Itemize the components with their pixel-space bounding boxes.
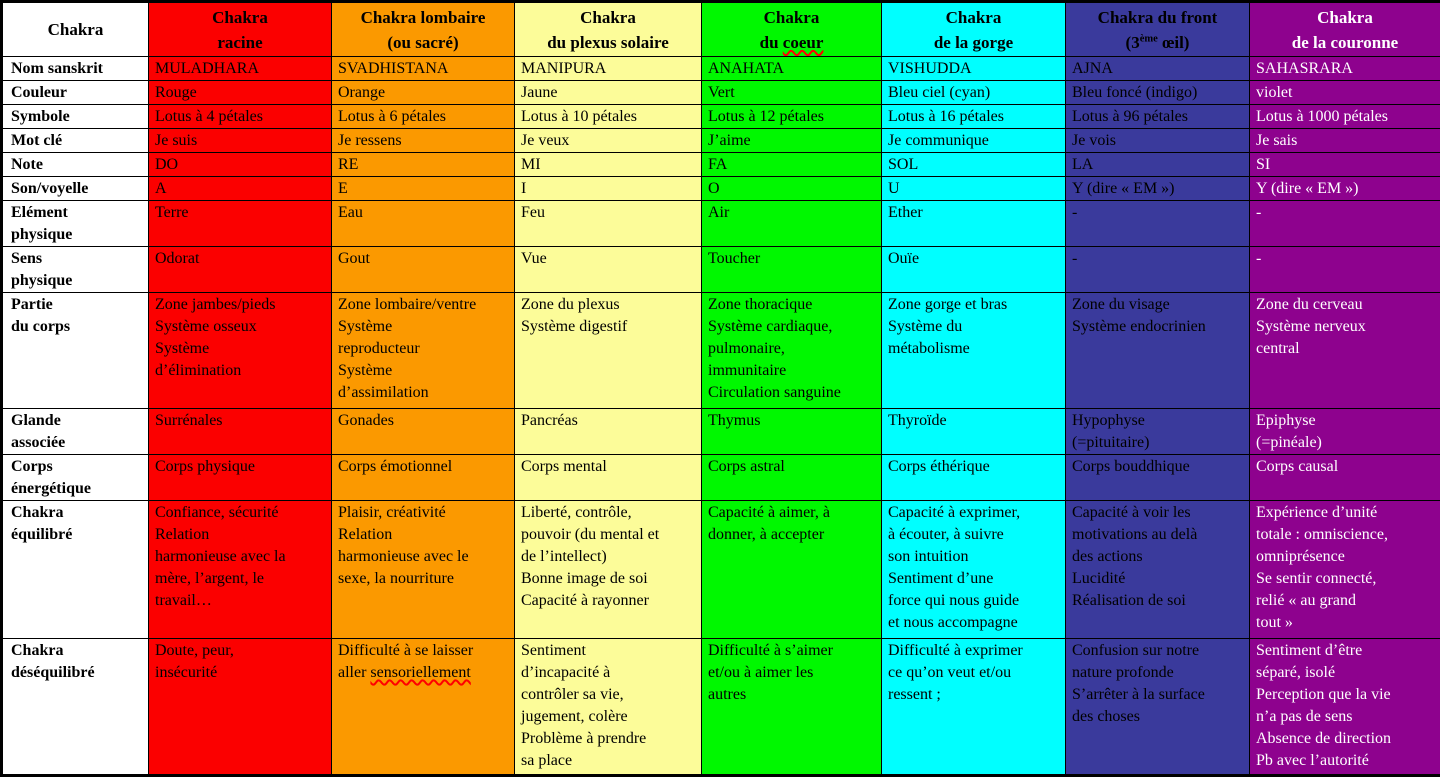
- cell-couleur-front: Bleu foncé (indigo): [1066, 81, 1250, 105]
- table-row-chakra_desequilibre: [2, 639, 1440, 776]
- cell-partie_du_corps-gorge: Zone gorge et bras Système du métabolisme: [882, 293, 1066, 409]
- cell-corps_energetique-lombaire: Corps émotionnel: [332, 455, 515, 501]
- cell-note-plexus: MI: [515, 153, 702, 177]
- cell-element_physique-front: -: [1066, 201, 1250, 247]
- cell-partie_du_corps-couronne: Zone du cerveau Système nerveux central: [1250, 293, 1440, 409]
- cell-mot_cle-racine: Je suis: [149, 129, 332, 153]
- corner-header: Chakra: [2, 2, 149, 57]
- cell-couleur-coeur: Vert: [702, 81, 882, 105]
- table-row-symbole: [2, 105, 1440, 129]
- row-label-corps_energetique: Corps énergétique: [2, 455, 149, 501]
- cell-son_voyelle-lombaire: E: [332, 177, 515, 201]
- cell-symbole-couronne: Lotus à 1000 pétales: [1250, 105, 1440, 129]
- cell-note-front: LA: [1066, 153, 1250, 177]
- cell-chakra_desequilibre-lombaire: Difficulté à se laisser aller sensoriellement: [332, 639, 515, 776]
- column-header-coeur: Chakra du coeur: [702, 2, 882, 57]
- cell-element_physique-couronne: -: [1250, 201, 1440, 247]
- cell-sens_physique-lombaire: Gout: [332, 247, 515, 293]
- cell-glande_associee-couronne: Epiphyse (=pinéale): [1250, 409, 1440, 455]
- cell-nom_sanskrit-plexus: MANIPURA: [515, 57, 702, 81]
- cell-couleur-gorge: Bleu ciel (cyan): [882, 81, 1066, 105]
- cell-chakra_equilibre-lombaire: Plaisir, créativité Relation harmonieuse avec le sexe, la nourriture: [332, 501, 515, 639]
- row-label-glande_associee: Glande associée: [2, 409, 149, 455]
- cell-symbole-coeur: Lotus à 12 pétales: [702, 105, 882, 129]
- cell-chakra_equilibre-coeur: Capacité à aimer, à donner, à accepter: [702, 501, 882, 639]
- row-label-partie_du_corps: Partie du corps: [2, 293, 149, 409]
- table-row-chakra_equilibre: [2, 501, 1440, 639]
- cell-note-couronne: SI: [1250, 153, 1440, 177]
- cell-nom_sanskrit-front: AJNA: [1066, 57, 1250, 81]
- cell-chakra_desequilibre-plexus: Sentiment d’incapacité à contrôler sa vie, jugement, colère Problème à prendre sa place: [515, 639, 702, 776]
- cell-symbole-racine: Lotus à 4 pétales: [149, 105, 332, 129]
- cell-couleur-plexus: Jaune: [515, 81, 702, 105]
- cell-chakra_desequilibre-racine: Doute, peur, insécurité: [149, 639, 332, 776]
- column-header-gorge: Chakra de la gorge: [882, 2, 1066, 57]
- cell-chakra_equilibre-racine: Confiance, sécurité Relation harmonieuse avec la mère, l’argent, le travail…: [149, 501, 332, 639]
- cell-symbole-lombaire: Lotus à 6 pétales: [332, 105, 515, 129]
- cell-element_physique-racine: Terre: [149, 201, 332, 247]
- cell-nom_sanskrit-gorge: VISHUDDA: [882, 57, 1066, 81]
- table-row-mot_cle: [2, 129, 1440, 153]
- cell-partie_du_corps-racine: Zone jambes/pieds Système osseux Système d’élimination: [149, 293, 332, 409]
- cell-son_voyelle-front: Y (dire « EM »): [1066, 177, 1250, 201]
- cell-chakra_desequilibre-couronne: Sentiment d’être séparé, isolé Perception que la vie n’a pas de sens Absence de direction Pb avec l’autorité: [1250, 639, 1440, 776]
- cell-note-gorge: SOL: [882, 153, 1066, 177]
- cell-nom_sanskrit-racine: MULADHARA: [149, 57, 332, 81]
- cell-mot_cle-front: Je vois: [1066, 129, 1250, 153]
- cell-chakra_desequilibre-coeur: Difficulté à s’aimer et/ou à aimer les autres: [702, 639, 882, 776]
- column-header-couronne: Chakra de la couronne: [1250, 2, 1440, 57]
- cell-sens_physique-couronne: -: [1250, 247, 1440, 293]
- cell-symbole-plexus: Lotus à 10 pétales: [515, 105, 702, 129]
- column-header-front: Chakra du front (3ème œil): [1066, 2, 1250, 57]
- cell-element_physique-lombaire: Eau: [332, 201, 515, 247]
- cell-partie_du_corps-front: Zone du visage Système endocrinien: [1066, 293, 1250, 409]
- cell-glande_associee-gorge: Thyroïde: [882, 409, 1066, 455]
- cell-partie_du_corps-plexus: Zone du plexus Système digestif: [515, 293, 702, 409]
- cell-chakra_equilibre-couronne: Expérience d’unité totale : omniscience, omniprésence Se sentir connecté, relié « au grand tout »: [1250, 501, 1440, 639]
- cell-son_voyelle-racine: A: [149, 177, 332, 201]
- row-label-mot_cle: Mot clé: [2, 129, 149, 153]
- cell-glande_associee-racine: Surrénales: [149, 409, 332, 455]
- row-label-nom_sanskrit: Nom sanskrit: [2, 57, 149, 81]
- cell-sens_physique-front: -: [1066, 247, 1250, 293]
- cell-glande_associee-coeur: Thymus: [702, 409, 882, 455]
- table-row-partie_du_corps: [2, 293, 1440, 409]
- cell-mot_cle-gorge: Je communique: [882, 129, 1066, 153]
- cell-son_voyelle-coeur: O: [702, 177, 882, 201]
- cell-note-lombaire: RE: [332, 153, 515, 177]
- cell-glande_associee-plexus: Pancréas: [515, 409, 702, 455]
- cell-corps_energetique-plexus: Corps mental: [515, 455, 702, 501]
- cell-mot_cle-coeur: J’aime: [702, 129, 882, 153]
- cell-son_voyelle-couronne: Y (dire « EM »): [1250, 177, 1440, 201]
- cell-note-coeur: FA: [702, 153, 882, 177]
- cell-element_physique-plexus: Feu: [515, 201, 702, 247]
- cell-corps_energetique-racine: Corps physique: [149, 455, 332, 501]
- row-label-sens_physique: Sens physique: [2, 247, 149, 293]
- cell-sens_physique-plexus: Vue: [515, 247, 702, 293]
- cell-chakra_equilibre-plexus: Liberté, contrôle, pouvoir (du mental et de l’intellect) Bonne image de soi Capacité à rayonner: [515, 501, 702, 639]
- column-header-plexus: Chakra du plexus solaire: [515, 2, 702, 57]
- cell-son_voyelle-plexus: I: [515, 177, 702, 201]
- row-label-symbole: Symbole: [2, 105, 149, 129]
- column-header-racine: Chakra racine: [149, 2, 332, 57]
- cell-corps_energetique-coeur: Corps astral: [702, 455, 882, 501]
- table-row-sens_physique: [2, 247, 1440, 293]
- cell-element_physique-gorge: Ether: [882, 201, 1066, 247]
- table-row-note: [2, 153, 1440, 177]
- row-label-note: Note: [2, 153, 149, 177]
- column-header-lombaire: Chakra lombaire (ou sacré): [332, 2, 515, 57]
- cell-corps_energetique-front: Corps bouddhique: [1066, 455, 1250, 501]
- cell-sens_physique-gorge: Ouïe: [882, 247, 1066, 293]
- cell-couleur-lombaire: Orange: [332, 81, 515, 105]
- cell-nom_sanskrit-couronne: SAHASRARA: [1250, 57, 1440, 81]
- row-label-chakra_desequilibre: Chakra déséquilibré: [2, 639, 149, 776]
- cell-symbole-gorge: Lotus à 16 pétales: [882, 105, 1066, 129]
- cell-mot_cle-couronne: Je sais: [1250, 129, 1440, 153]
- cell-mot_cle-plexus: Je veux: [515, 129, 702, 153]
- cell-symbole-front: Lotus à 96 pétales: [1066, 105, 1250, 129]
- cell-note-racine: DO: [149, 153, 332, 177]
- table-row-couleur: [2, 81, 1440, 105]
- cell-chakra_desequilibre-gorge: Difficulté à exprimer ce qu’on veut et/ou ressent ;: [882, 639, 1066, 776]
- cell-sens_physique-coeur: Toucher: [702, 247, 882, 293]
- row-label-chakra_equilibre: Chakra équilibré: [2, 501, 149, 639]
- cell-chakra_equilibre-front: Capacité à voir les motivations au delà des actions Lucidité Réalisation de soi: [1066, 501, 1250, 639]
- cell-chakra_equilibre-gorge: Capacité à exprimer, à écouter, à suivre son intuition Sentiment d’une force qui nous guide et nous accompagne: [882, 501, 1066, 639]
- cell-nom_sanskrit-coeur: ANAHATA: [702, 57, 882, 81]
- table-row-nom_sanskrit: [2, 57, 1440, 81]
- table-row-corps_energetique: [2, 455, 1440, 501]
- cell-corps_energetique-gorge: Corps éthérique: [882, 455, 1066, 501]
- cell-element_physique-coeur: Air: [702, 201, 882, 247]
- cell-partie_du_corps-lombaire: Zone lombaire/ventre Système reproducteur Système d’assimilation: [332, 293, 515, 409]
- row-label-element_physique: Elément physique: [2, 201, 149, 247]
- cell-couleur-couronne: violet: [1250, 81, 1440, 105]
- cell-nom_sanskrit-lombaire: SVADHISTANA: [332, 57, 515, 81]
- row-label-son_voyelle: Son/voyelle: [2, 177, 149, 201]
- cell-corps_energetique-couronne: Corps causal: [1250, 455, 1440, 501]
- cell-couleur-racine: Rouge: [149, 81, 332, 105]
- table-row-son_voyelle: [2, 177, 1440, 201]
- cell-son_voyelle-gorge: U: [882, 177, 1066, 201]
- table-row-glande_associee: [2, 409, 1440, 455]
- row-label-couleur: Couleur: [2, 81, 149, 105]
- cell-chakra_desequilibre-front: Confusion sur notre nature profonde S’arrêter à la surface des choses: [1066, 639, 1250, 776]
- cell-glande_associee-lombaire: Gonades: [332, 409, 515, 455]
- table-row-element_physique: [2, 201, 1440, 247]
- cell-glande_associee-front: Hypophyse (=pituitaire): [1066, 409, 1250, 455]
- cell-sens_physique-racine: Odorat: [149, 247, 332, 293]
- cell-partie_du_corps-coeur: Zone thoracique Système cardiaque, pulmonaire, immunitaire Circulation sanguine: [702, 293, 882, 409]
- cell-mot_cle-lombaire: Je ressens: [332, 129, 515, 153]
